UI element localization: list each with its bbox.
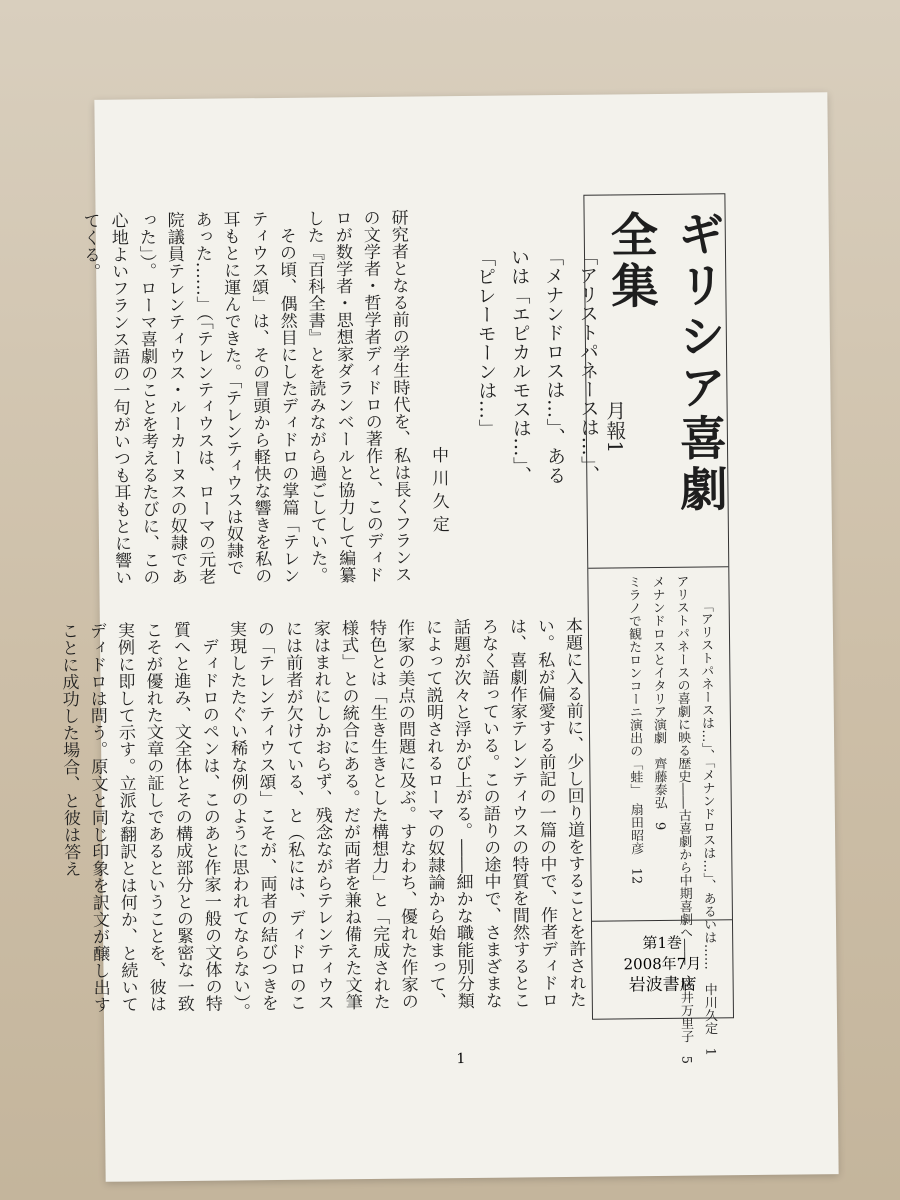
volume: 第1巻 (642, 933, 683, 953)
publication-info (592, 932, 733, 996)
toc-item: 「アリストパネースは…」、「メナンドロスは…」、あるいは…… 中川久定 1 (697, 599, 718, 1057)
leaflet-page (57, 92, 838, 1182)
bulletin-number: 月報1 (602, 400, 628, 454)
essay-heading: 「アリストパネースは…」、「メナンドロスは…」、あるいは「エピカルモスは…」、「ピレーモーンは…」 (473, 246, 601, 486)
essay-author: 中川久定 (428, 446, 449, 539)
divider (588, 566, 728, 568)
essay-lower-text: 本題に入る前に、少し回り道をすることを許されたい。私が偏愛する前記の一篇の中で、作者ディドロは、喜劇作家テレンティウスの特質を間然するところなく語っている。この語りの途中で、さまざまな話題が次々と浮かび上がる。――細かな職能別分類によって説明されるローマの奴隷論から始まって、作家の美点の問題に及ぶ。すなわち、優れた作家の特色とは「生き生きとした構想力」と「完成された様式」との統合にある。だが両者を兼ね備えた文筆家はまれにしかおらず、残念ながらテレンティウスには前者が欠けている、と（私には、ディドロのこの「テレンティウス頌」こそが、両者の結びつきを実現したたぐい稀な例のように思われてならない）。 ディドロのペンは、このあと作家一般の文体の特質へと進み、文全体とその構成部分との緊密な一致こそが優れた文章の証しであるということを、彼は実例に即して示す。立派な翻訳とは何か、と続いてディドロは問う。原文と同じ印象を訳文が醸し出すことに成功した場合、と彼は答え (57, 616, 586, 1020)
publisher: 岩波書店 (628, 974, 697, 996)
page-number: 1 (456, 1051, 466, 1068)
toc-item: アリストパネースの喜劇に映る歴史――古喜劇から中期喜劇へ―― 桜井万里子 5 (673, 574, 694, 1065)
publication-date: 2008年7月 (623, 954, 702, 974)
toc-item: ミラノで観たロンコーニ演出の「蛙」 扇田昭彦 12 (625, 575, 644, 885)
toc-item: メナンドロスとイタリア演劇 齊藤泰弘 9 (649, 574, 668, 831)
title-box (583, 193, 734, 1065)
essay-upper-text: 研究者となる前の学生時代を、私は長くフランスの文学者・哲学者ディドロの著作と、このディドロが数学者・思想家ダランベールと協力して編纂した『百科全書』とを読みながら過ごしていた。 その頃、偶然目にしたディドロの掌篇「テレンティウス頌」は、その冒頭から軽快な響きを私の耳もとに運んできた。「テレンティウスは奴隷であった……」（「テレンティウスは、ローマの元老院議員テレンティウス・ルーカーヌスの奴隷であった」）。ローマ喜劇のことを考えるたびに、この心地よいフランス語の一句がいつも耳もとに響いてくる。 (79, 208, 412, 586)
series-title: ギリシア喜劇全集 (602, 209, 728, 516)
